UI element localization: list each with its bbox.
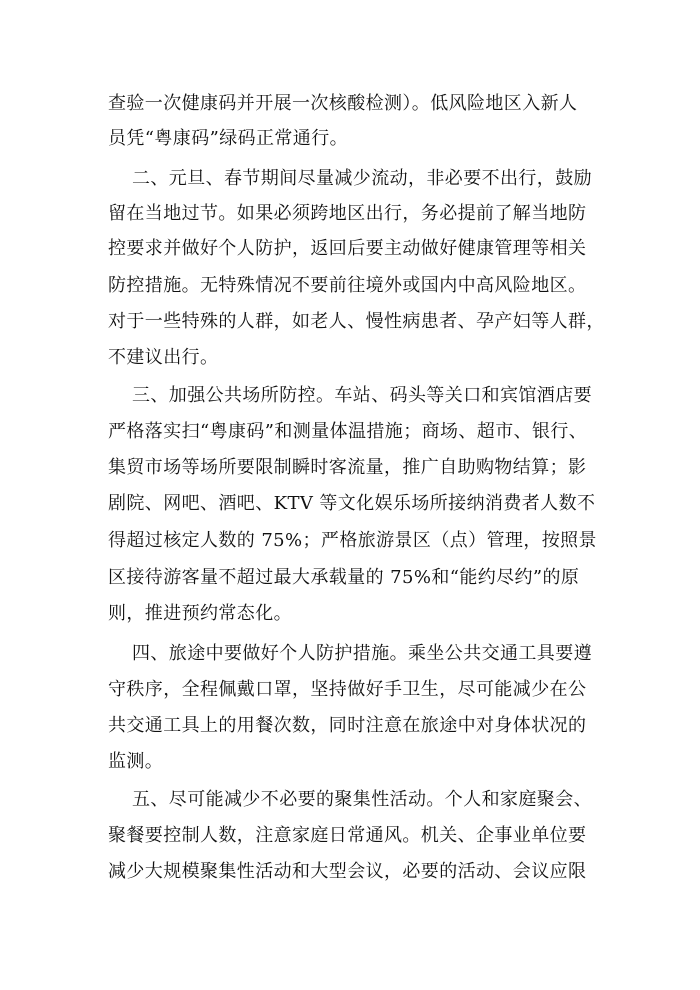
paragraph-4-line: 四、旅途中要做好个人防护措施。乘坐公共交通工具要遵: [132, 643, 592, 664]
paragraph-2-line: 二、元旦、春节期间尽量减少流动，非必要不出行，鼓励: [132, 168, 592, 189]
text-line: 减少大规模聚集性活动和大型会议，必要的活动、会议应限: [108, 861, 587, 882]
text-line: 聚餐要控制人数，注意家庭日常通风。机关、企事业单位要: [108, 825, 587, 846]
text-line: 员凭“粤康码”绿码正常通行。: [108, 128, 349, 149]
paragraph-3-line: 三、加强公共场所防控。车站、码头等关口和宾馆酒店要: [132, 385, 592, 406]
text-line: 留在当地过节。如果必须跨地区出行，务必提前了解当地防: [108, 203, 587, 224]
text-line: 则，推进预约常态化。: [108, 603, 292, 624]
text-line: 监测。: [108, 751, 164, 772]
paragraph-5-line: 五、尽可能减少不必要的聚集性活动。个人和家庭聚会、: [132, 789, 592, 810]
text-line: 集贸市场等场所要限制瞬时客流量，推广自助购物结算；影: [108, 457, 587, 478]
text-line: 控要求并做好个人防护，返回后要主动做好健康管理等相关: [108, 238, 587, 259]
text-line: 区接待游客量不超过最大承载量的 75%和“能约尽约”的原: [108, 567, 580, 588]
text-line: 共交通工具上的用餐次数，同时注意在旅途中对身体状况的: [108, 715, 587, 736]
text-line: 查验一次健康码并开展一次核酸检测）。低风险地区入新人: [108, 93, 578, 114]
text-line: 对于一些特殊的人群，如老人、慢性病患者、孕产妇等人群，: [108, 311, 605, 332]
text-line: 得超过核定人数的 75%；严格旅游景区（点）管理，按照景: [108, 530, 597, 551]
text-line: 守秩序，全程佩戴口罩，坚持做好手卫生，尽可能减少在公: [108, 679, 587, 700]
text-line: 剧院、网吧、酒吧、KTV 等文化娱乐场所接纳消费者人数不: [108, 493, 596, 514]
text-line: 不建议出行。: [108, 347, 219, 368]
text-line: 严格落实扫“粤康码”和测量体温措施；商场、超市、银行、: [108, 421, 588, 442]
text-line: 防控措施。无特殊情况不要前往境外或国内中高风险地区。: [108, 275, 587, 296]
